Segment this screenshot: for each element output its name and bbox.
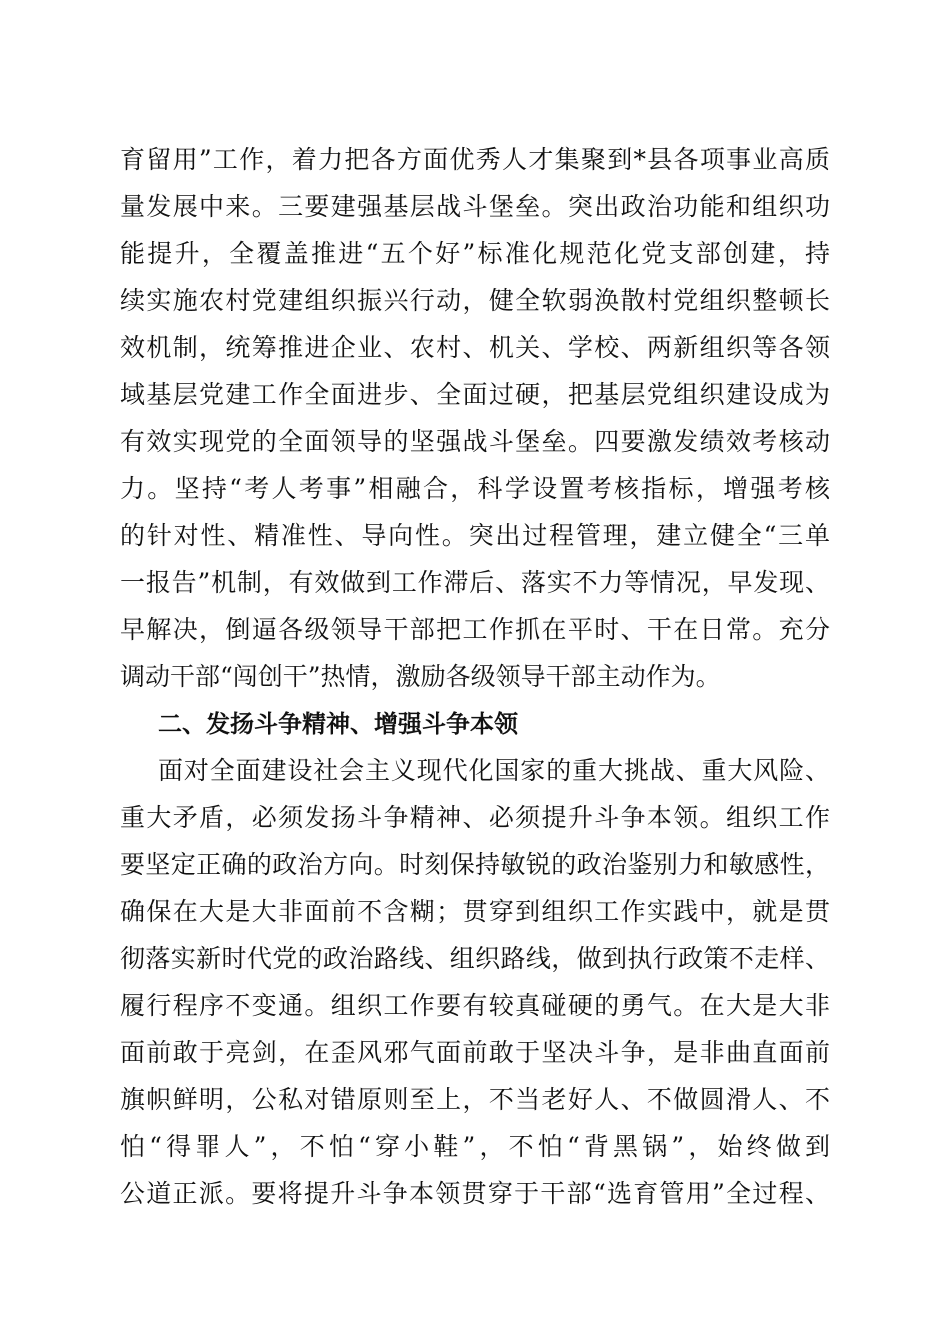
paragraph-2-line-2: 重大矛盾，必须发扬斗争精神、必须提升斗争本领。组织工作	[120, 803, 830, 832]
paragraph-1-line-1: 育留用”工作，着力把各方面优秀人才集聚到*县各项事业高质	[120, 145, 830, 174]
paragraph-1-line-9: 的针对性、精准性、导向性。突出过程管理，建立健全“三单	[120, 521, 830, 550]
paragraph-1-line-10: 一报告”机制，有效做到工作滞后、落实不力等情况，早发现、	[120, 568, 830, 597]
paragraph-1-line-7: 有效实现党的全面领导的坚强战斗堡垒。四要激发绩效考核动	[120, 427, 830, 456]
paragraph-2-line-5: 彻落实新时代党的政治路线、组织路线，做到执行政策不走样、	[120, 944, 830, 973]
paragraph-2-line-10: 公道正派。要将提升斗争本领贯穿于干部“选育管用”全过程、	[120, 1179, 830, 1208]
paragraph-1-line-2: 量发展中来。三要建强基层战斗堡垒。突出政治功能和组织功	[120, 192, 830, 221]
paragraph-2-line-9: 怕“得罪人”，不怕“穿小鞋”，不怕“背黑锅”，始终做到	[120, 1132, 830, 1161]
paragraph-1-line-6: 域基层党建工作全面进步、全面过硬，把基层党组织建设成为	[120, 380, 830, 409]
paragraph-1-line-4: 续实施农村党建组织振兴行动，健全软弱涣散村党组织整顿长	[120, 286, 830, 315]
paragraph-1-line-3: 能提升，全覆盖推进“五个好”标准化规范化党支部创建，持	[120, 239, 830, 268]
paragraph-1-line-5: 效机制，统筹推进企业、农村、机关、学校、两新组织等各领	[120, 333, 830, 362]
paragraph-1-line-8: 力。坚持“考人考事”相融合，科学设置考核指标，增强考核	[120, 474, 830, 503]
paragraph-2-line-4: 确保在大是大非面前不含糊；贯穿到组织工作实践中，就是贯	[120, 897, 830, 926]
paragraph-2-line-7: 面前敢于亮剑，在歪风邪气面前敢于坚决斗争，是非曲直面前	[120, 1038, 830, 1067]
paragraph-1-line-11: 早解决，倒逼各级领导干部把工作抓在平时、干在日常。充分	[120, 615, 830, 644]
paragraph-2-line-1: 面对全面建设社会主义现代化国家的重大挑战、重大风险、	[158, 756, 830, 785]
paragraph-1-line-12: 调动干部“闯创干”热情，激励各级领导干部主动作为。	[120, 662, 721, 691]
paragraph-2-line-8: 旗帜鲜明，公私对错原则至上，不当老好人、不做圆滑人、不	[120, 1085, 830, 1114]
paragraph-2-line-3: 要坚定正确的政治方向。时刻保持敏锐的政治鉴别力和敏感性，	[120, 850, 830, 879]
paragraph-2-line-6: 履行程序不变通。组织工作要有较真碰硬的勇气。在大是大非	[120, 991, 830, 1020]
section-heading: 二、发扬斗争精神、增强斗争本领	[158, 710, 518, 738]
